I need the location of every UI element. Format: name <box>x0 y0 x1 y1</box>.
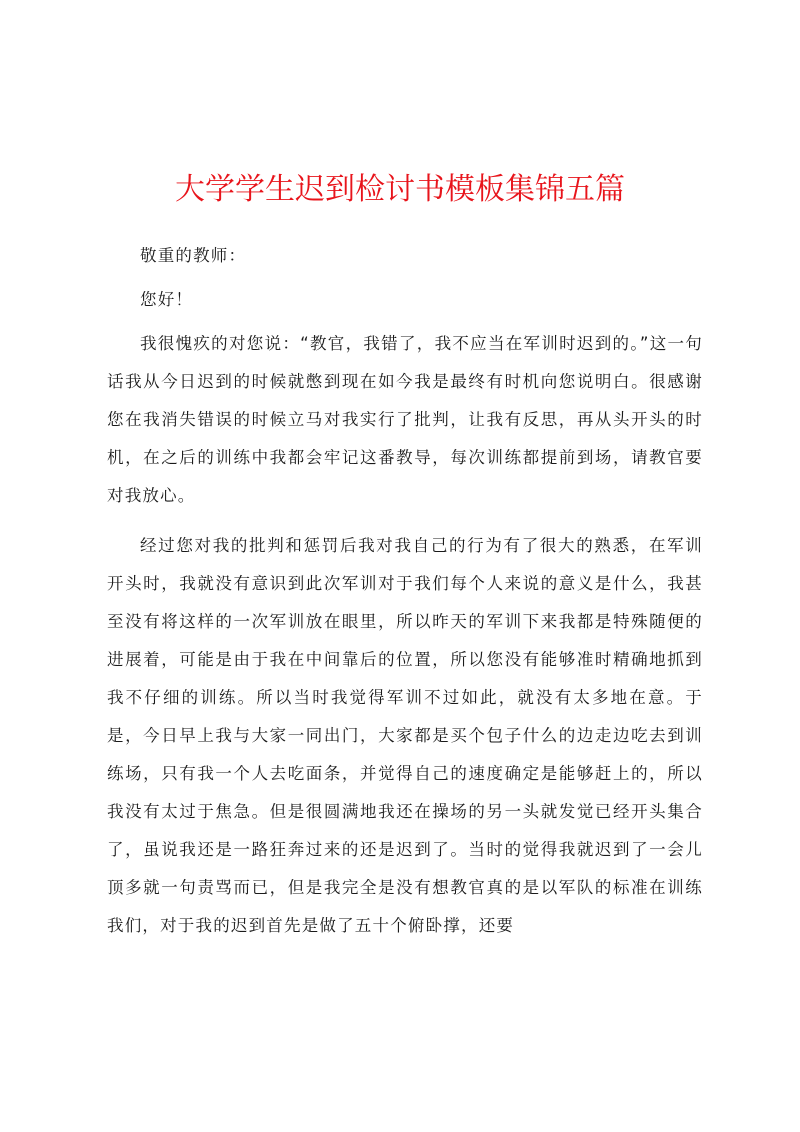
document-body <box>107 237 703 945</box>
salutation: 敬重的教师： <box>140 246 247 265</box>
paragraph-2: 经过您对我的批判和惩罚后我对我自己的行为有了很大的熟悉，在军训开头时，我就没有意识到此次军训对于我们每个人来说的意义是什么，我甚至没有将这样的一次军训放在眼里，所以昨天的军训下来我都是特殊随便的进展着，可能是由于我在中间靠后的位置，所以您没有能够准时精确地抓到我不仔细的训练。所以当时我觉得军训不过如此，就没有太多地在意。于是，今日早上我与大家一同出门，大家都是买个包子什么的边走边吃去到训练场，只有我一个人去吃面条，并觉得自己的速度确定是能够赶上的，所以我没有太过于焦急。但是很圆满地我还在操场的另一头就发觉已经开头集合了，虽说我还是一路狂奔过来的还是迟到了。当时的觉得我就迟到了一会儿顶多就一句责骂而已，但是我完全是没有想教官真的是以军队的标准在训练我们，对于我的迟到首先是做了五十个俯卧撑，还要 <box>107 536 703 935</box>
document-title: 大学学生迟到检讨书模板集锦五篇 <box>175 172 625 207</box>
paragraph-1: 我很愧疚的对您说：“教官，我错了，我不应当在军训时迟到的。”这一句话我从今日迟到的时候就憋到现在如今我是最终有时机向您说明白。很感谢您在我消失错误的时候立马对我实行了批判，让我有反思，再从头开头的时机，在之后的训练中我都会牢记这番教导，每次训练都提前到场，请教官要对我放心。 <box>107 334 703 505</box>
greeting: 您好！ <box>140 290 194 309</box>
